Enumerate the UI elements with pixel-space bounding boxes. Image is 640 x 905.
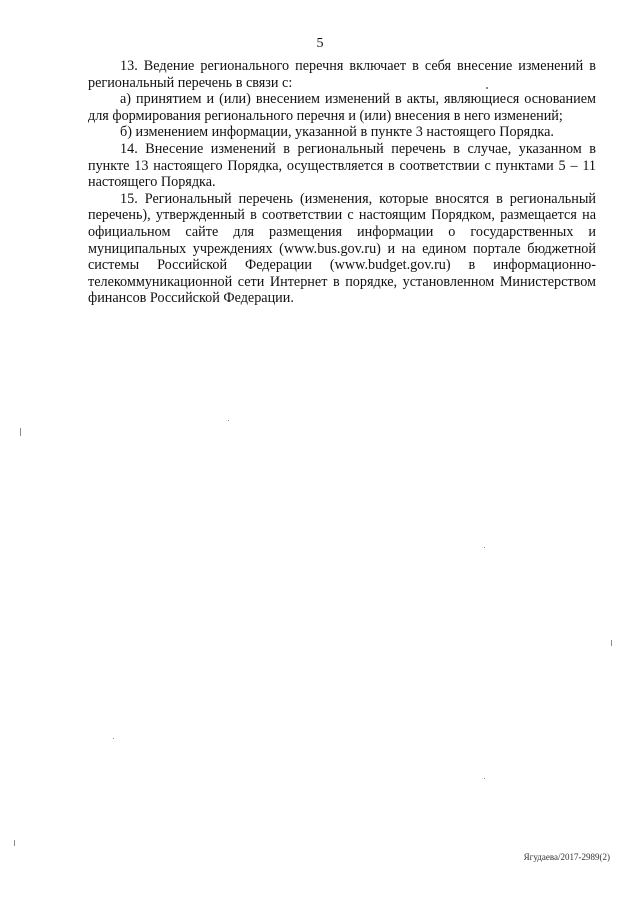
document-body	[88, 58, 596, 307]
scan-speck	[486, 87, 488, 89]
scan-speck	[113, 738, 114, 739]
scan-speck	[14, 840, 15, 846]
paragraph-13: 13. Ведение регионального перечня включает в себя внесение изменений в региональный перечень в связи с:	[88, 58, 596, 91]
paragraph-15: 15. Региональный перечень (изменения, которые вносятся в региональный перечень), утвержденный в соответствии с настоящим Порядком, размещается на официальном сайте для размещения информации о государственных и муниципальных учреждениях (www.bus.gov.ru) и на едином портале бюджетной системы Российской Федерации (www.budget.gov.ru) в информационно-телекоммуникационной сети Интернет в порядке, установленном Министерством финансов Российской Федерации.	[88, 190, 596, 307]
page-number: 5	[316, 36, 324, 51]
document-registration-code: Ягудаева/2017-2989(2)	[523, 852, 610, 862]
scan-speck	[484, 778, 485, 779]
scan-speck	[228, 420, 229, 421]
scan-speck	[484, 547, 485, 548]
paragraph-14: 14. Внесение изменений в региональный перечень в случае, указанном в пункте 13 настоящего Порядка, осуществляется в соответствии с пунктами 5 – 11 настоящего Порядка.	[88, 140, 596, 191]
paragraph-13-a: а) принятием и (или) внесением изменений в акты, являющиеся основанием для формирования регионального перечня и (или) внесения в него изменений;	[88, 91, 596, 124]
scan-speck	[20, 428, 21, 436]
paragraph-13-b: б) изменением информации, указанной в пункте 3 настоящего Порядка.	[120, 124, 554, 141]
scan-speck	[611, 640, 612, 646]
